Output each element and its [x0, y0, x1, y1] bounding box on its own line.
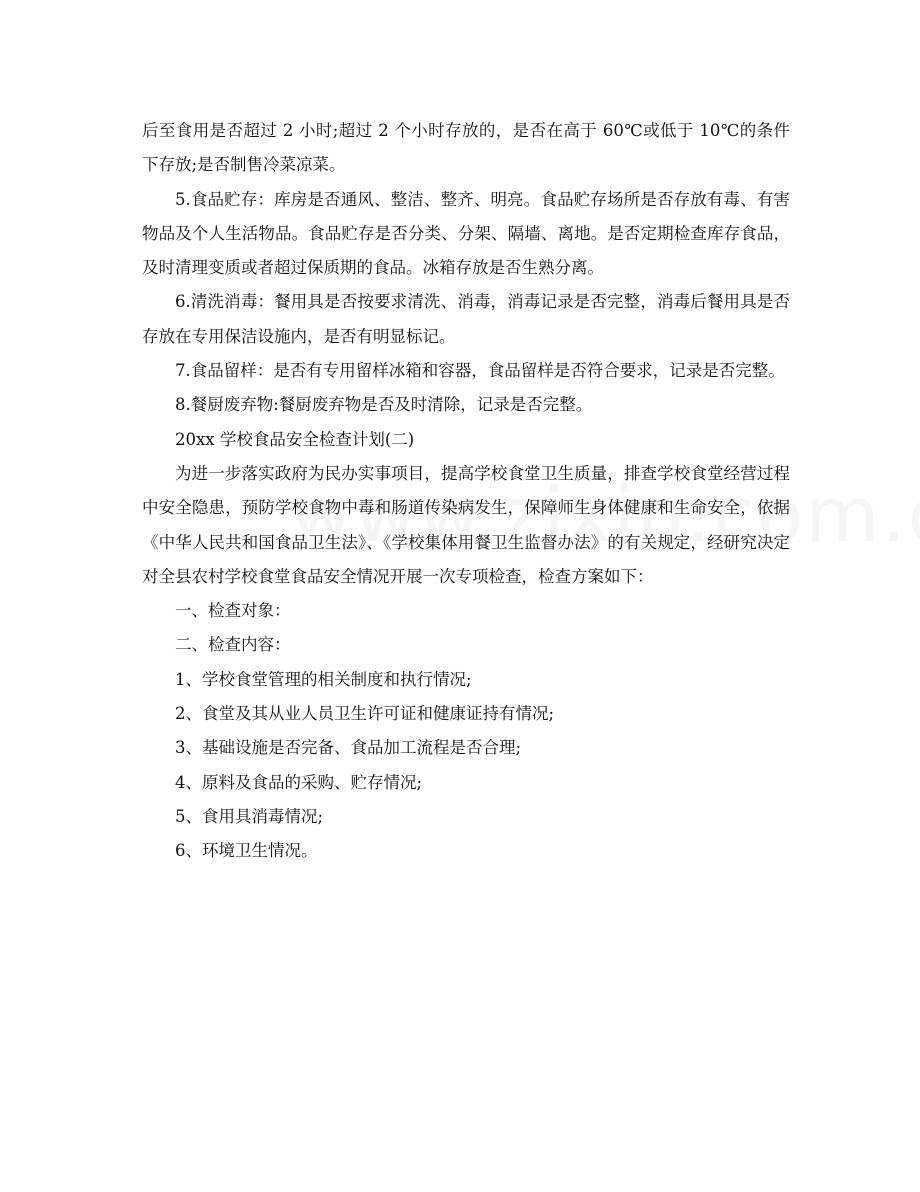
- paragraph-kitchen-waste: 8.餐厨废弃物:餐厨废弃物是否及时清除，记录是否完整。: [175, 395, 593, 415]
- paragraph-cleaning-disinfection: 6.清洗消毒：餐用具是否按要求清洗、消毒，消毒记录是否完整，消毒后餐用具是否存放在专用保洁设施内，是否有明显标记。: [142, 292, 790, 346]
- paragraph-storage-time: 后至食用是否超过 2 小时;超过 2 个小时存放的，是否在高于 60℃或低于 10℃的条件下存放;是否制售冷菜凉菜。: [142, 121, 790, 175]
- paragraph-food-storage: 5.食品贮存：库房是否通风、整洁、整齐、明亮。食品贮存场所是否存放有毒、有害物品及个人生活物品。食品贮存是否分类、分架、隔墙、离地。是否定期检查库存食品，及时清理变质或者超过保质期的食品。冰箱存放是否生熟分离。: [142, 189, 790, 278]
- list-item: 3、基础设施是否完备、食品加工流程是否合理;: [175, 738, 522, 758]
- list-item: 4、原料及食品的采购、贮存情况;: [175, 772, 423, 792]
- list-heading-targets: 一、检查对象：: [175, 601, 291, 621]
- section-heading: 20xx 学校食品安全检查计划(二): [175, 429, 415, 449]
- list-heading-contents: 二、检查内容：: [175, 635, 291, 655]
- paragraph-food-sample: 7.食品留样：是否有专用留样冰箱和容器，食品留样是否符合要求，记录是否完整。: [175, 361, 785, 381]
- list-item: 5、食用具消毒情况;: [175, 806, 324, 826]
- list-item: 6、环境卫生情况。: [175, 841, 318, 861]
- list-item: 1、学校食堂管理的相关制度和执行情况;: [175, 669, 472, 689]
- list-item: 2、食堂及其从业人员卫生许可证和健康证持有情况;: [175, 704, 555, 724]
- document-body: [142, 114, 790, 869]
- paragraph-intro: 为进一步落实政府为民办实事项目，提高学校食堂卫生质量，排查学校食堂经营过程中安全隐患，预防学校食物中毒和肠道传染病发生，保障师生身体健康和生命安全，依据《中华人民共和国食品卫生法》、《学校集体用餐卫生监督办法》的有关规定，经研究决定对全县农村学校食堂食品安全情况开展一次专项检查，检查方案如下：: [142, 463, 790, 586]
